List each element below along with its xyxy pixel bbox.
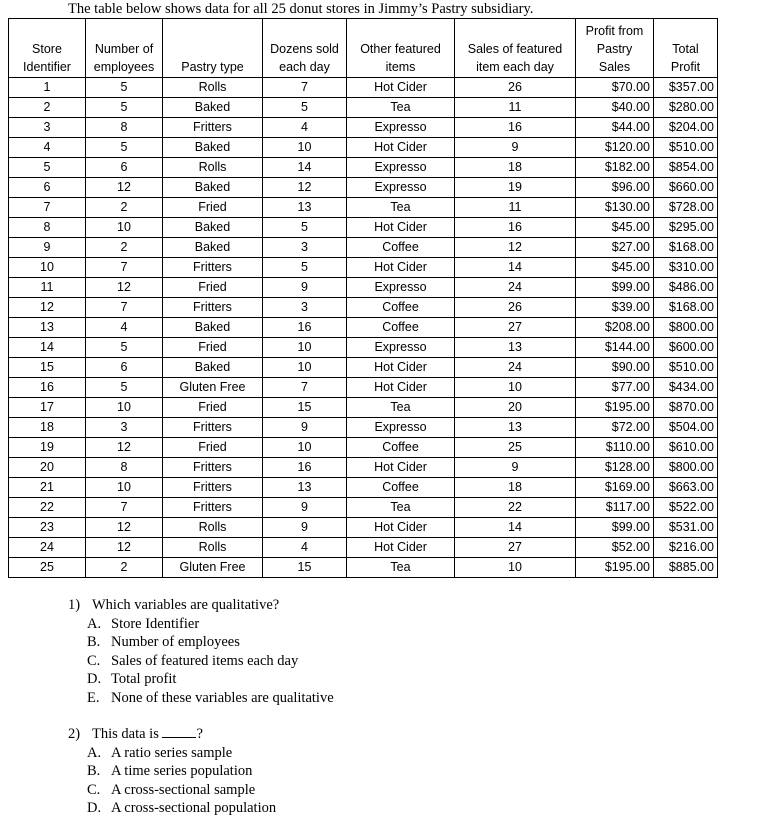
- cell-store-id: 9: [9, 238, 86, 258]
- table-row: [9, 98, 718, 118]
- cell-pastry-type: Fried: [163, 398, 263, 418]
- cell-pastry-type: Gluten Free: [163, 558, 263, 578]
- cell-featured-sales: 19: [455, 178, 576, 198]
- cell-featured-item: Hot Cider: [347, 458, 455, 478]
- cell-pastry-type: Baked: [163, 138, 263, 158]
- cell-store-id: 12: [9, 298, 86, 318]
- cell-store-id: 22: [9, 498, 86, 518]
- cell-pastry-type: Fritters: [163, 298, 263, 318]
- table-row: [9, 158, 718, 178]
- cell-store-id: 10: [9, 258, 86, 278]
- cell-total-profit: $310.00: [654, 258, 718, 278]
- question-2-option-c[interactable]: C. A cross-sectional sample: [87, 781, 256, 798]
- cell-employees: 6: [86, 158, 163, 178]
- cell-store-id: 15: [9, 358, 86, 378]
- questions-section: [68, 596, 334, 818]
- table-row: [9, 278, 718, 298]
- cell-pastry-type: Fried: [163, 198, 263, 218]
- cell-featured-sales: 12: [455, 238, 576, 258]
- cell-pastry-profit: $45.00: [576, 258, 654, 278]
- question-1-option-a[interactable]: A. Store Identifier: [87, 615, 200, 632]
- cell-employees: 12: [86, 518, 163, 538]
- cell-featured-sales: 25: [455, 438, 576, 458]
- cell-featured-sales: 26: [455, 78, 576, 98]
- cell-store-id: 20: [9, 458, 86, 478]
- table-row: [9, 238, 718, 258]
- cell-pastry-profit: $110.00: [576, 438, 654, 458]
- cell-pastry-profit: $90.00: [576, 358, 654, 378]
- table-row: [9, 178, 718, 198]
- cell-pastry-type: Rolls: [163, 78, 263, 98]
- cell-employees: 12: [86, 438, 163, 458]
- cell-total-profit: $870.00: [654, 398, 718, 418]
- cell-pastry-profit: $70.00: [576, 78, 654, 98]
- cell-featured-sales: 24: [455, 278, 576, 298]
- question-2-option-a[interactable]: A. A ratio series sample: [87, 744, 233, 761]
- cell-featured-item: Expresso: [347, 418, 455, 438]
- question-2-option-b[interactable]: B. A time series population: [87, 763, 253, 779]
- cell-dozens-sold: 10: [263, 338, 347, 358]
- cell-store-id: 25: [9, 558, 86, 578]
- cell-featured-item: Expresso: [347, 158, 455, 178]
- header-other-featured-items: Other featured items: [347, 19, 455, 78]
- cell-featured-item: Expresso: [347, 178, 455, 198]
- cell-employees: 2: [86, 558, 163, 578]
- cell-featured-sales: 13: [455, 418, 576, 438]
- cell-featured-item: Tea: [347, 558, 455, 578]
- cell-dozens-sold: 5: [263, 258, 347, 278]
- table-row: [9, 438, 718, 458]
- cell-featured-item: Expresso: [347, 118, 455, 138]
- cell-featured-sales: 14: [455, 518, 576, 538]
- cell-employees: 5: [86, 78, 163, 98]
- cell-total-profit: $531.00: [654, 518, 718, 538]
- header-profit-pastry-sales: Profit from Pastry Sales: [576, 19, 654, 78]
- cell-employees: 5: [86, 378, 163, 398]
- cell-dozens-sold: 5: [263, 218, 347, 238]
- cell-dozens-sold: 9: [263, 498, 347, 518]
- cell-dozens-sold: 16: [263, 318, 347, 338]
- cell-dozens-sold: 10: [263, 138, 347, 158]
- cell-dozens-sold: 9: [263, 518, 347, 538]
- cell-store-id: 21: [9, 478, 86, 498]
- cell-store-id: 8: [9, 218, 86, 238]
- cell-store-id: 23: [9, 518, 86, 538]
- cell-total-profit: $610.00: [654, 438, 718, 458]
- question-2: 2) This data is ?: [68, 726, 203, 742]
- cell-pastry-profit: $39.00: [576, 298, 654, 318]
- cell-total-profit: $357.00: [654, 78, 718, 98]
- cell-store-id: 11: [9, 278, 86, 298]
- donut-stores-table: [8, 18, 718, 578]
- cell-featured-item: Hot Cider: [347, 78, 455, 98]
- cell-store-id: 18: [9, 418, 86, 438]
- cell-dozens-sold: 5: [263, 98, 347, 118]
- cell-employees: 6: [86, 358, 163, 378]
- cell-featured-sales: 27: [455, 538, 576, 558]
- table-row: [9, 118, 718, 138]
- table-row: [9, 78, 718, 98]
- cell-featured-sales: 18: [455, 158, 576, 178]
- cell-pastry-profit: $77.00: [576, 378, 654, 398]
- cell-featured-item: Coffee: [347, 298, 455, 318]
- cell-pastry-type: Baked: [163, 218, 263, 238]
- cell-featured-item: Tea: [347, 498, 455, 518]
- cell-featured-sales: 14: [455, 258, 576, 278]
- cell-featured-sales: 10: [455, 378, 576, 398]
- cell-employees: 7: [86, 258, 163, 278]
- cell-featured-item: Hot Cider: [347, 538, 455, 558]
- table-row: [9, 378, 718, 398]
- cell-dozens-sold: 7: [263, 78, 347, 98]
- cell-store-id: 17: [9, 398, 86, 418]
- question-1-option-e[interactable]: E. None of these variables are qualitative: [87, 689, 334, 706]
- header-store-identifier: Store Identifier: [9, 19, 86, 78]
- cell-pastry-profit: $96.00: [576, 178, 654, 198]
- cell-pastry-type: Fritters: [163, 498, 263, 518]
- cell-featured-sales: 26: [455, 298, 576, 318]
- cell-pastry-profit: $44.00: [576, 118, 654, 138]
- cell-dozens-sold: 10: [263, 358, 347, 378]
- table-row: [9, 558, 718, 578]
- cell-pastry-profit: $195.00: [576, 558, 654, 578]
- cell-dozens-sold: 12: [263, 178, 347, 198]
- cell-total-profit: $663.00: [654, 478, 718, 498]
- table-row: [9, 478, 718, 498]
- cell-featured-sales: 11: [455, 98, 576, 118]
- cell-pastry-profit: $99.00: [576, 278, 654, 298]
- cell-employees: 5: [86, 338, 163, 358]
- cell-total-profit: $510.00: [654, 358, 718, 378]
- cell-total-profit: $885.00: [654, 558, 718, 578]
- question-1-option-d[interactable]: D. Total profit: [87, 671, 177, 687]
- table-row: [9, 298, 718, 318]
- cell-employees: 10: [86, 398, 163, 418]
- cell-employees: 2: [86, 238, 163, 258]
- cell-store-id: 6: [9, 178, 86, 198]
- cell-employees: 8: [86, 118, 163, 138]
- table-caption: The table below shows data for all 25 donut stores in Jimmy’s Pastry subsidiary.: [68, 1, 534, 17]
- cell-pastry-type: Baked: [163, 318, 263, 338]
- cell-pastry-profit: $128.00: [576, 458, 654, 478]
- question-1-option-b[interactable]: B. Number of employees: [87, 634, 240, 650]
- cell-featured-sales: 16: [455, 218, 576, 238]
- table-row: [9, 518, 718, 538]
- cell-total-profit: $800.00: [654, 318, 718, 338]
- cell-pastry-profit: $45.00: [576, 218, 654, 238]
- cell-featured-sales: 18: [455, 478, 576, 498]
- cell-dozens-sold: 9: [263, 278, 347, 298]
- cell-pastry-profit: $208.00: [576, 318, 654, 338]
- cell-pastry-type: Gluten Free: [163, 378, 263, 398]
- cell-dozens-sold: 7: [263, 378, 347, 398]
- question-1-option-c[interactable]: C. Sales of featured items each day: [87, 652, 299, 669]
- cell-total-profit: $522.00: [654, 498, 718, 518]
- cell-pastry-type: Rolls: [163, 158, 263, 178]
- cell-dozens-sold: 3: [263, 238, 347, 258]
- cell-featured-item: Coffee: [347, 238, 455, 258]
- cell-pastry-type: Fried: [163, 338, 263, 358]
- cell-pastry-type: Fritters: [163, 458, 263, 478]
- cell-total-profit: $728.00: [654, 198, 718, 218]
- cell-dozens-sold: 9: [263, 418, 347, 438]
- header-total-profit: Total Profit: [654, 19, 718, 78]
- header-number-of-employees: Number of employees: [86, 19, 163, 78]
- cell-pastry-type: Fried: [163, 438, 263, 458]
- cell-featured-item: Hot Cider: [347, 378, 455, 398]
- cell-featured-item: Coffee: [347, 478, 455, 498]
- cell-featured-sales: 22: [455, 498, 576, 518]
- cell-pastry-type: Baked: [163, 178, 263, 198]
- cell-total-profit: $510.00: [654, 138, 718, 158]
- cell-pastry-type: Rolls: [163, 538, 263, 558]
- table-row: [9, 418, 718, 438]
- cell-total-profit: $600.00: [654, 338, 718, 358]
- cell-featured-sales: 24: [455, 358, 576, 378]
- header-sales-featured-item: Sales of featured item each day: [455, 19, 576, 78]
- cell-employees: 3: [86, 418, 163, 438]
- cell-pastry-type: Fritters: [163, 418, 263, 438]
- cell-store-id: 13: [9, 318, 86, 338]
- cell-store-id: 4: [9, 138, 86, 158]
- cell-pastry-type: Baked: [163, 358, 263, 378]
- cell-featured-item: Hot Cider: [347, 358, 455, 378]
- cell-dozens-sold: 4: [263, 538, 347, 558]
- cell-pastry-profit: $182.00: [576, 158, 654, 178]
- table-row: [9, 538, 718, 558]
- cell-dozens-sold: 13: [263, 198, 347, 218]
- cell-total-profit: $168.00: [654, 238, 718, 258]
- cell-total-profit: $854.00: [654, 158, 718, 178]
- question-2-option-d[interactable]: D. A cross-sectional population: [87, 800, 277, 816]
- cell-dozens-sold: 15: [263, 398, 347, 418]
- table-row: [9, 338, 718, 358]
- question-2-options: [87, 744, 334, 818]
- cell-pastry-profit: $195.00: [576, 398, 654, 418]
- cell-employees: 12: [86, 278, 163, 298]
- cell-pastry-profit: $169.00: [576, 478, 654, 498]
- cell-pastry-profit: $130.00: [576, 198, 654, 218]
- cell-total-profit: $295.00: [654, 218, 718, 238]
- cell-total-profit: $504.00: [654, 418, 718, 438]
- cell-pastry-profit: $117.00: [576, 498, 654, 518]
- cell-pastry-type: Fritters: [163, 258, 263, 278]
- cell-dozens-sold: 4: [263, 118, 347, 138]
- cell-pastry-profit: $52.00: [576, 538, 654, 558]
- table-row: [9, 498, 718, 518]
- table-header-row: [9, 19, 718, 78]
- cell-employees: 4: [86, 318, 163, 338]
- cell-total-profit: $486.00: [654, 278, 718, 298]
- table-row: [9, 318, 718, 338]
- cell-pastry-profit: $144.00: [576, 338, 654, 358]
- cell-featured-sales: 27: [455, 318, 576, 338]
- cell-featured-sales: 9: [455, 458, 576, 478]
- cell-featured-item: Tea: [347, 198, 455, 218]
- table-row: [9, 398, 718, 418]
- cell-featured-item: Coffee: [347, 318, 455, 338]
- cell-total-profit: $216.00: [654, 538, 718, 558]
- cell-featured-item: Coffee: [347, 438, 455, 458]
- table-row: [9, 458, 718, 478]
- answer-blank: [162, 725, 196, 738]
- cell-total-profit: $280.00: [654, 98, 718, 118]
- table-row: [9, 198, 718, 218]
- cell-employees: 12: [86, 178, 163, 198]
- cell-featured-item: Hot Cider: [347, 218, 455, 238]
- cell-total-profit: $434.00: [654, 378, 718, 398]
- cell-pastry-profit: $27.00: [576, 238, 654, 258]
- cell-employees: 5: [86, 98, 163, 118]
- cell-employees: 2: [86, 198, 163, 218]
- cell-employees: 10: [86, 478, 163, 498]
- header-pastry-type: Pastry type: [163, 19, 263, 78]
- cell-pastry-profit: $72.00: [576, 418, 654, 438]
- cell-employees: 8: [86, 458, 163, 478]
- cell-pastry-type: Fried: [163, 278, 263, 298]
- cell-dozens-sold: 3: [263, 298, 347, 318]
- table-row: [9, 218, 718, 238]
- cell-featured-item: Hot Cider: [347, 518, 455, 538]
- cell-featured-item: Tea: [347, 398, 455, 418]
- cell-employees: 7: [86, 498, 163, 518]
- cell-featured-item: Hot Cider: [347, 138, 455, 158]
- cell-pastry-type: Rolls: [163, 518, 263, 538]
- cell-store-id: 2: [9, 98, 86, 118]
- cell-store-id: 7: [9, 198, 86, 218]
- cell-pastry-type: Fritters: [163, 478, 263, 498]
- cell-total-profit: $660.00: [654, 178, 718, 198]
- cell-pastry-profit: $120.00: [576, 138, 654, 158]
- cell-featured-item: Expresso: [347, 338, 455, 358]
- cell-store-id: 14: [9, 338, 86, 358]
- cell-pastry-profit: $40.00: [576, 98, 654, 118]
- cell-featured-sales: 10: [455, 558, 576, 578]
- cell-dozens-sold: 16: [263, 458, 347, 478]
- cell-store-id: 3: [9, 118, 86, 138]
- cell-store-id: 19: [9, 438, 86, 458]
- cell-total-profit: $800.00: [654, 458, 718, 478]
- question-1: 1) Which variables are qualitative?: [68, 597, 280, 613]
- cell-employees: 12: [86, 538, 163, 558]
- cell-employees: 10: [86, 218, 163, 238]
- cell-featured-item: Tea: [347, 98, 455, 118]
- cell-store-id: 5: [9, 158, 86, 178]
- cell-employees: 5: [86, 138, 163, 158]
- table-row: [9, 138, 718, 158]
- table-row: [9, 258, 718, 278]
- cell-dozens-sold: 10: [263, 438, 347, 458]
- question-1-options: [87, 615, 334, 708]
- cell-store-id: 16: [9, 378, 86, 398]
- cell-total-profit: $168.00: [654, 298, 718, 318]
- table-row: [9, 358, 718, 378]
- header-dozens-sold: Dozens sold each day: [263, 19, 347, 78]
- cell-featured-sales: 9: [455, 138, 576, 158]
- cell-featured-item: Hot Cider: [347, 258, 455, 278]
- cell-total-profit: $204.00: [654, 118, 718, 138]
- cell-featured-sales: 13: [455, 338, 576, 358]
- cell-dozens-sold: 14: [263, 158, 347, 178]
- cell-featured-sales: 16: [455, 118, 576, 138]
- cell-featured-item: Expresso: [347, 278, 455, 298]
- cell-dozens-sold: 13: [263, 478, 347, 498]
- cell-store-id: 1: [9, 78, 86, 98]
- cell-employees: 7: [86, 298, 163, 318]
- cell-pastry-profit: $99.00: [576, 518, 654, 538]
- cell-dozens-sold: 15: [263, 558, 347, 578]
- cell-featured-sales: 11: [455, 198, 576, 218]
- cell-pastry-type: Baked: [163, 238, 263, 258]
- cell-store-id: 24: [9, 538, 86, 558]
- cell-pastry-type: Fritters: [163, 118, 263, 138]
- cell-featured-sales: 20: [455, 398, 576, 418]
- cell-pastry-type: Baked: [163, 98, 263, 118]
